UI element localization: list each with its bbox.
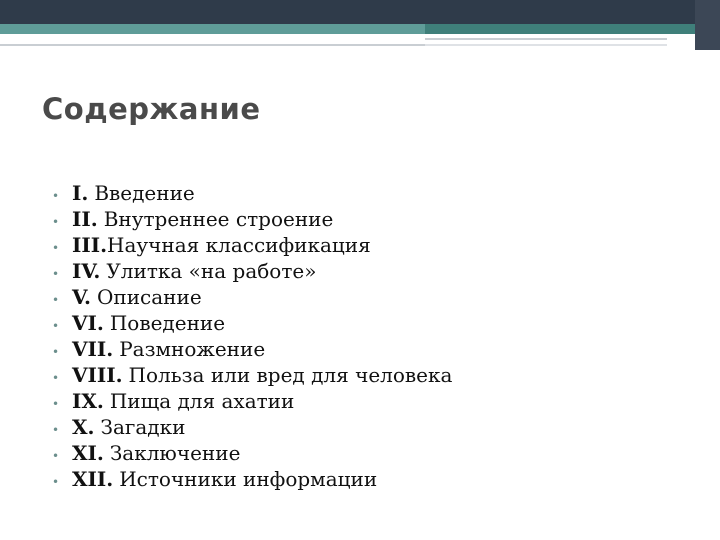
bullet-icon: • <box>52 397 60 411</box>
list-item <box>52 284 452 310</box>
item-number: VIII. <box>72 363 123 387</box>
list-item <box>52 414 452 440</box>
item-text: Пища для ахатии <box>109 389 295 413</box>
item-number: IV. <box>72 259 101 283</box>
item-number: XII. <box>72 467 114 491</box>
list-item <box>52 440 452 466</box>
bullet-icon: • <box>52 189 60 203</box>
bullet-icon: • <box>52 215 60 229</box>
item-number: IX. <box>72 389 104 413</box>
bullet-icon: • <box>52 241 60 255</box>
header-dark-accent <box>695 0 720 50</box>
bullet-icon: • <box>52 345 60 359</box>
item-number: VII. <box>72 337 114 361</box>
bullet-icon: • <box>52 293 60 307</box>
bullet-icon: • <box>52 423 60 437</box>
header-rule <box>425 38 667 40</box>
list-item <box>52 232 452 258</box>
list-item <box>52 180 452 206</box>
list-item <box>52 336 452 362</box>
item-number: VI. <box>72 311 104 335</box>
item-number: II. <box>72 207 98 231</box>
item-text: Внутреннее строение <box>103 207 334 231</box>
item-text: Загадки <box>100 415 186 439</box>
table-of-contents <box>52 180 452 492</box>
list-item <box>52 466 452 492</box>
bullet-icon: • <box>52 449 60 463</box>
item-number: XI. <box>72 441 104 465</box>
bullet-icon: • <box>52 371 60 385</box>
item-text: Улитка «на работе» <box>106 259 317 283</box>
bullet-icon: • <box>52 475 60 489</box>
item-text: Польза или вред для человека <box>128 363 453 387</box>
item-number: X. <box>72 415 95 439</box>
bullet-icon: • <box>52 267 60 281</box>
item-text: Источники информации <box>119 467 378 491</box>
item-text: Научная классификация <box>107 233 371 257</box>
list-item <box>52 388 452 414</box>
item-text: Введение <box>94 181 195 205</box>
item-number: I. <box>72 181 89 205</box>
header-teal-accent <box>425 24 695 34</box>
item-number: III. <box>72 233 108 257</box>
item-text: Поведение <box>109 311 226 335</box>
list-item <box>52 310 452 336</box>
list-item <box>52 362 452 388</box>
header-rule <box>425 44 667 46</box>
list-item <box>52 206 452 232</box>
item-text: Размножение <box>119 337 266 361</box>
list-item <box>52 258 452 284</box>
bullet-icon: • <box>52 319 60 333</box>
item-text: Заключение <box>109 441 241 465</box>
slide-title: Содержание <box>42 92 261 126</box>
header-dark-bar <box>0 0 720 24</box>
item-number: V. <box>72 285 91 309</box>
item-text: Описание <box>96 285 202 309</box>
